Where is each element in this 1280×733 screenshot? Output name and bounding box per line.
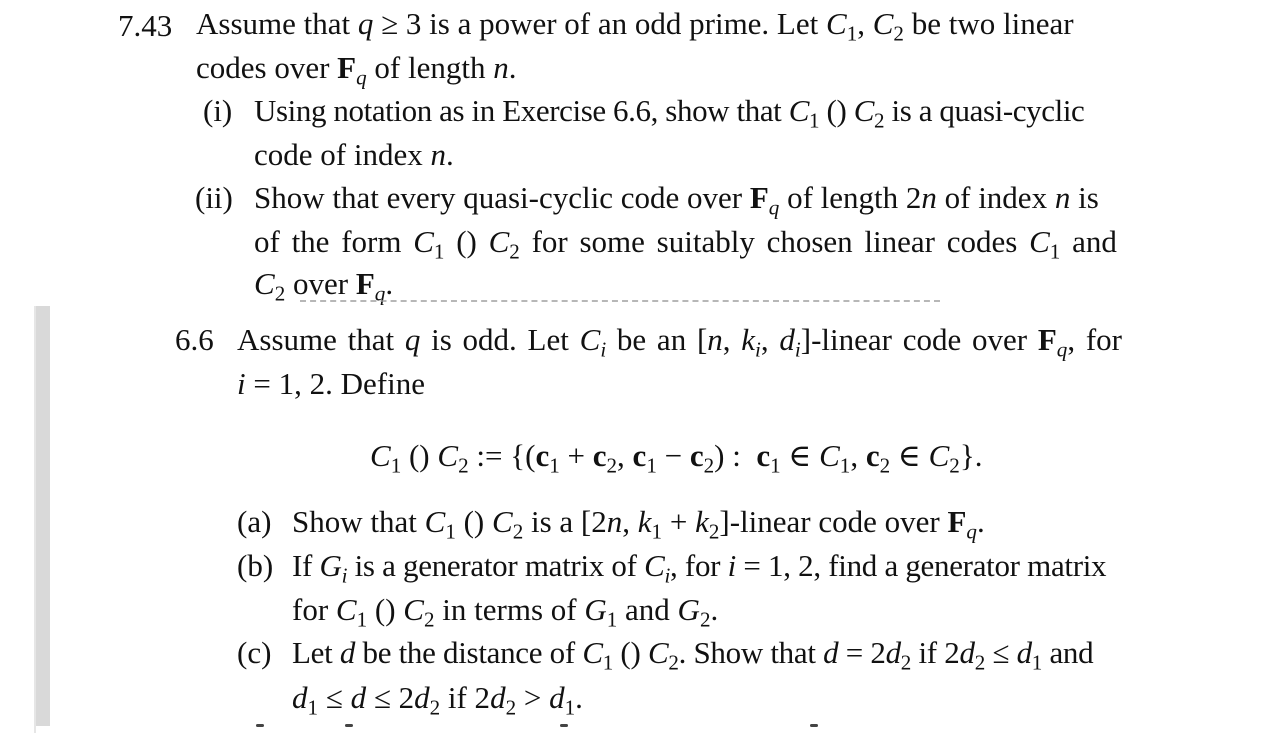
exercise-text-line-2: codes over $F_q$ of length n. — [196, 50, 517, 90]
item-label-i: (i) — [203, 93, 233, 128]
item-label-c: (c) — [237, 635, 272, 670]
cropped-line-remnant — [300, 300, 940, 302]
item-b-line-1: If $G_i$ is a generator matrix of $C_i$, for i = 1, 2, find a generator matrix — [292, 548, 1107, 588]
item-ii-line-3: $C_2$ over $F_q$. — [254, 266, 394, 306]
ex66-line-1: Assume that q is odd. Let $C_i$ be an [n, $k_i$, $d_i$]-linear code over $F_q$, for — [237, 322, 1122, 362]
item-b-line-2: for $C_1$ () $C_2$ in terms of $G_1$ and $G_2$. — [292, 592, 719, 632]
cropped-next-line-remnant — [250, 724, 850, 732]
exercise-text-line-1 — [196, 6, 1074, 46]
exercise-number: 7.43 — [118, 8, 173, 43]
line-1-text: Assume that q ≥ 3 is a power of an odd prime. Let $C_1$, $C_2$ be two linear — [196, 6, 1074, 46]
item-label-b: (b) — [237, 548, 274, 583]
item-i-line-2: code of index n. — [254, 137, 454, 172]
exercise-7-43 — [0, 0, 1280, 305]
item-a-line-1: Show that $C_1$ () $C_2$ is a [2n, $k_1$ + $k_2$]-linear code over $F_q$. — [292, 504, 985, 544]
item-c-line-1: Let d be the distance of $C_1$ () $C_2$. Show that $d = 2d_2$ if $2d_2 \le d_1$ and — [292, 635, 1094, 675]
item-label-ii: (ii) — [195, 180, 233, 215]
item-ii-line-2: of the form $C_1$ () $C_2$ for some suitably chosen linear codes $C_1$ and — [254, 224, 1117, 264]
exercise-number-6-6: 6.6 — [175, 322, 214, 357]
definition-display-equation: $C_1$ () $C_2$ := {($c_1 + c_2$, $c_1 - c_2$) : $c_1$ ∈ $C_1$, $c_2$ ∈ $C_2$}. — [370, 438, 983, 478]
page-edge-shadow — [36, 306, 50, 726]
item-label-a: (a) — [237, 504, 272, 539]
item-i-line-1: Using notation as in Exercise 6.6, show that $C_1$ () $C_2$ is a quasi-cyclic — [254, 93, 1085, 133]
item-c-line-2: $d_1 \le d \le 2d_2$ if $2d_2 > d_1$. — [292, 680, 583, 720]
ex66-line-2: i = 1, 2. Define — [237, 366, 425, 401]
item-ii-line-1: Show that every quasi-cyclic code over $F_q$ of length 2n of index n is — [254, 180, 1099, 220]
